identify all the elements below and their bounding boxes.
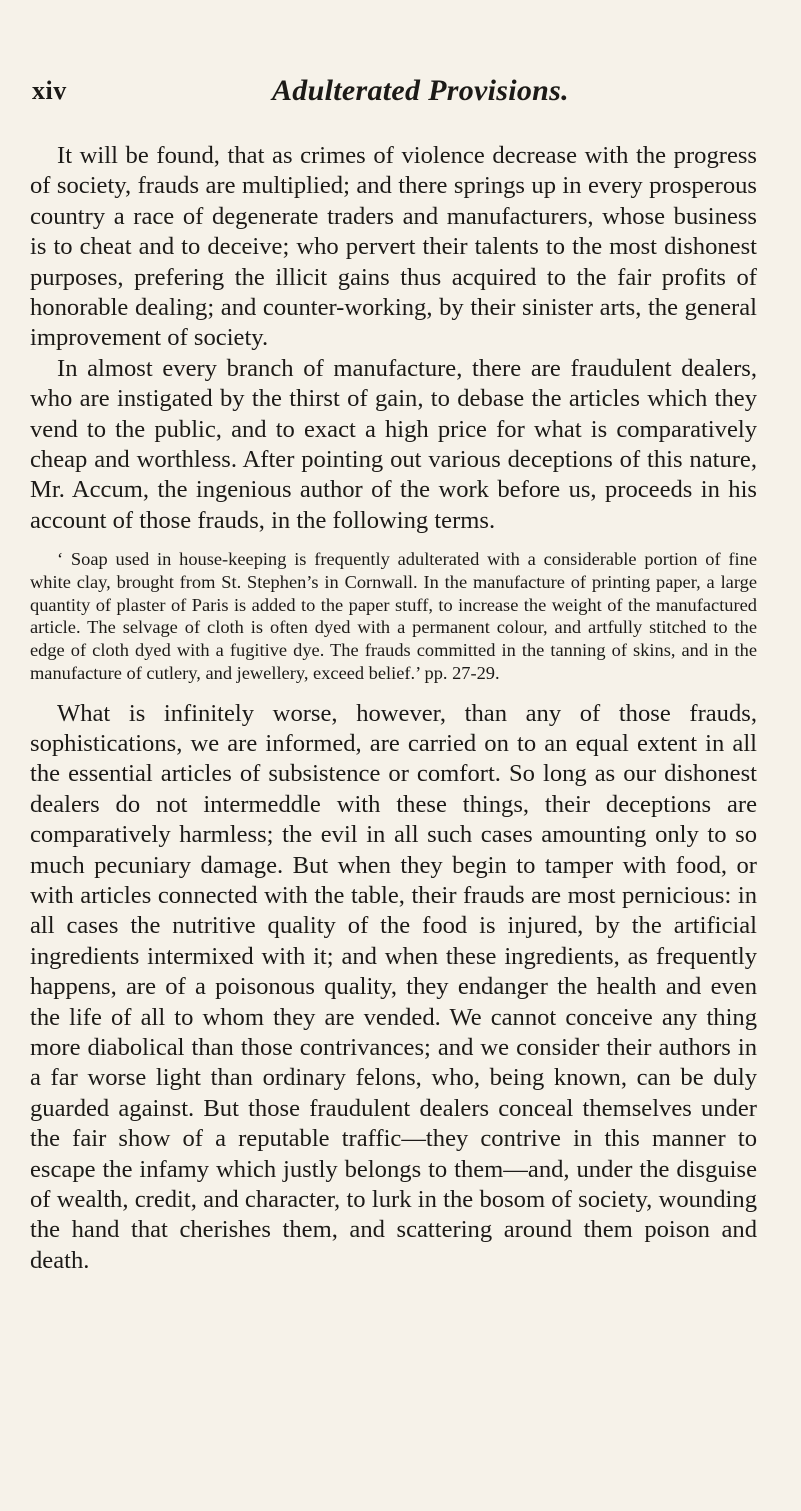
paragraph: What is infinitely worse, however, than any of those frauds, sophistications, we are informed, are carried on to an equal extent in all the essential articles of subsistence or comfort. So long as our dishonest dealers do not intermeddle with these things, their deceptions are comparatively harmless; the evil in all such cases amounting only to so much pecuniary damage. But when they begin to tamper with food, or with articles connected with the table, their frauds are most pernicious: in all cases the nutritive quality of the food is injured, by the artificial ingredients intermixed with it; and when these ingredients, as frequently happens, are of a poisonous quality, they endanger the health and even the life of all to whom they are vended. We cannot conceive any thing more diabolical than those contrivances; and we consider their authors in a far worse light than ordinary felons, who, being known, can be duly guarded against. But those fraudulent dealers conceal themselves under the fair show of a reputable traffic—they contrive in this manner to escape the infamy which justly belongs to them—and, under the disguise of wealth, credit, and character, to lurk in the bosom of society, wounding the hand that cherishes them, and scattering around them poison and death. <box>30 699 757 1274</box>
page-number: xiv <box>32 76 67 105</box>
main-text <box>30 141 757 1276</box>
paragraph: In almost every branch of manufacture, there are fraudulent dealers, who are instigated by the thirst of gain, to debase the articles which they vend to the public, and to exact a high price for what is comparatively cheap and worthless. After pointing out various deceptions of this nature, Mr. Accum, the ingenious author of the work before us, proceeds in his account of those frauds, in the following terms. <box>30 354 757 534</box>
block-quote: ‘ Soap used in house-keeping is frequently adulterated with a considerable portion of fine white clay, brought from St. Stephen’s in Cornwall. In the manufacture of printing paper, a large quantity of plaster of Paris is added to the paper stuff, to increase the weight of the manufactured article. The selvage of cloth is often dyed with a permanent colour, and artfully stitched to the edge of cloth dyed with a fugitive dye. The frauds committed in the tanning of skins, and in the manufacture of cutlery, and jewellery, exceed belief.’ pp. 27-29. <box>30 549 757 683</box>
running-title: Adulterated Provisions. <box>272 74 569 107</box>
paragraph: It will be found, that as crimes of violence decrease with the progress of society, frauds are multiplied; and there springs up in every prosperous country a race of degenerate traders and manufacturers, whose business is to cheat and to deceive; who pervert their talents to the most dishonest purposes, prefering the illicit gains thus acquired to the fair profits of honorable dealing; and counter-working, by their sinister arts, the general improvement of society. <box>30 142 757 352</box>
page-header <box>30 68 730 108</box>
